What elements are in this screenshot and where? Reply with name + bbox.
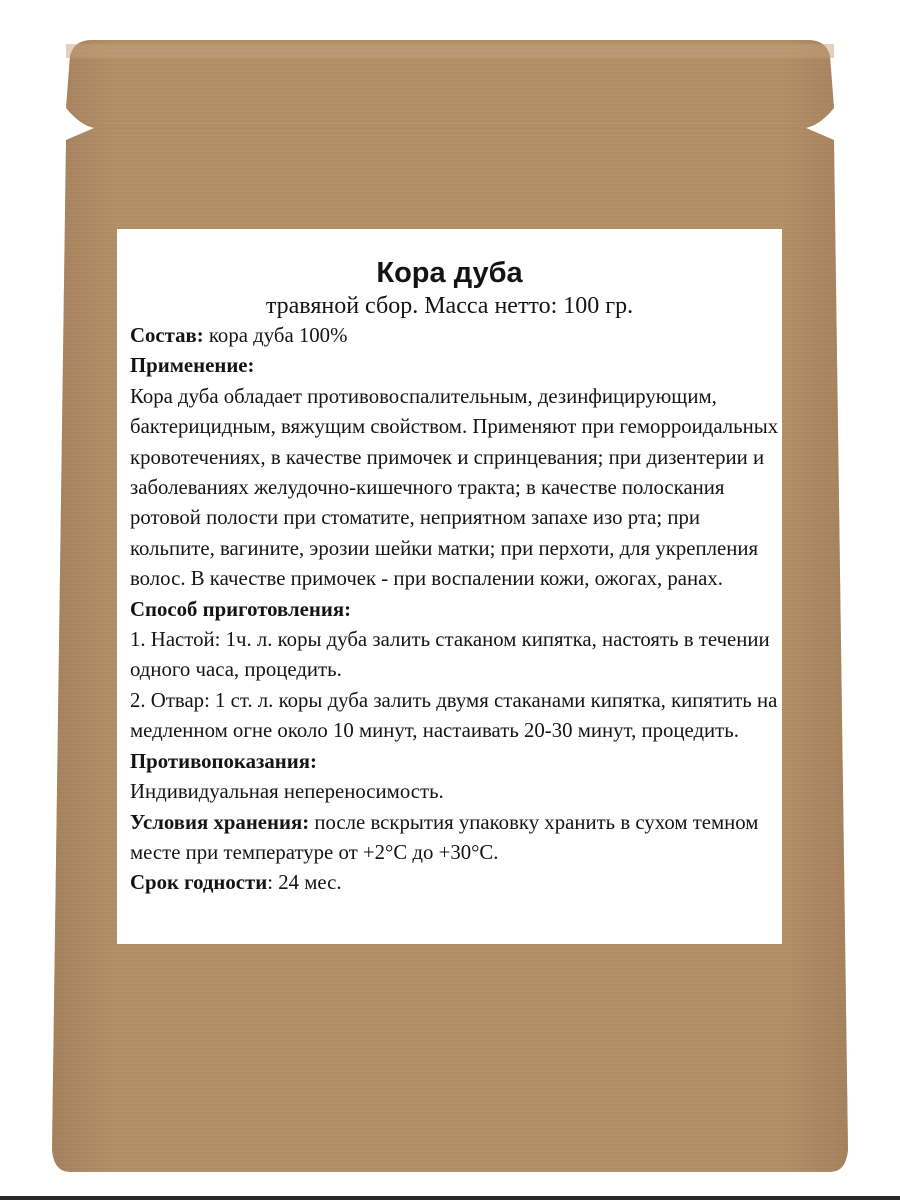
preparation-heading: Способ приготовления: [130, 597, 352, 621]
storage-line [130, 808, 782, 869]
composition-value: кора дуба 100% [203, 324, 348, 347]
composition-label: Состав: [130, 324, 204, 347]
contraindications-text: Индивидуальная непереносимость. [130, 780, 444, 804]
product-subtitle: травяной сбор. Масса нетто: 100 гр. [265, 293, 634, 319]
preparation-step-1: 1. Настой: 1ч. л. коры дуба залить стаканом кипятка, настоять в течении одного часа, процедить. [130, 628, 770, 682]
product-label [117, 229, 782, 944]
contraindications-heading: Противопоказания: [130, 749, 317, 773]
usage-heading: Применение: [130, 354, 255, 378]
bottom-divider [0, 1196, 900, 1200]
shelf-life-line [130, 868, 782, 898]
product-title: Кора дуба [376, 257, 523, 289]
storage-label: Условия хранения: [130, 810, 310, 834]
composition-line [130, 321, 782, 351]
pouch-seal-band [66, 44, 834, 58]
storage-value: после вскрытия упаковку хранить в сухом темном месте при температуре от +2°С до +30°С. [130, 810, 759, 864]
preparation-step-2: 2. Отвар: 1 ст. л. коры дуба залить двумя стаканами кипятка, кипятить на медленном огне около 10 минут, настаивать 20-30 минут, процедить. [130, 688, 778, 743]
shelf-life-value: : 24 мес. [267, 871, 342, 895]
usage-text: Кора дуба обладает противовоспалительным, дезинфицирующим, бактерицидным, вяжущим свойством. Применяют при геморроидальных кровотечениях, в качестве примочек и спринцевания; при дизентерии и заболеваниях желудочно-кишечного тракта; в качестве полоскания ротовой полости при стоматите, неприятном запахе изо рта; при кольпите, вагините, эрозии шейки матки; при перхоти, для укрепления волос. В качестве примочек - при воспалении кожи, ожогах, ранах. [130, 384, 779, 591]
shelf-life-label: Срок годности [130, 871, 268, 895]
